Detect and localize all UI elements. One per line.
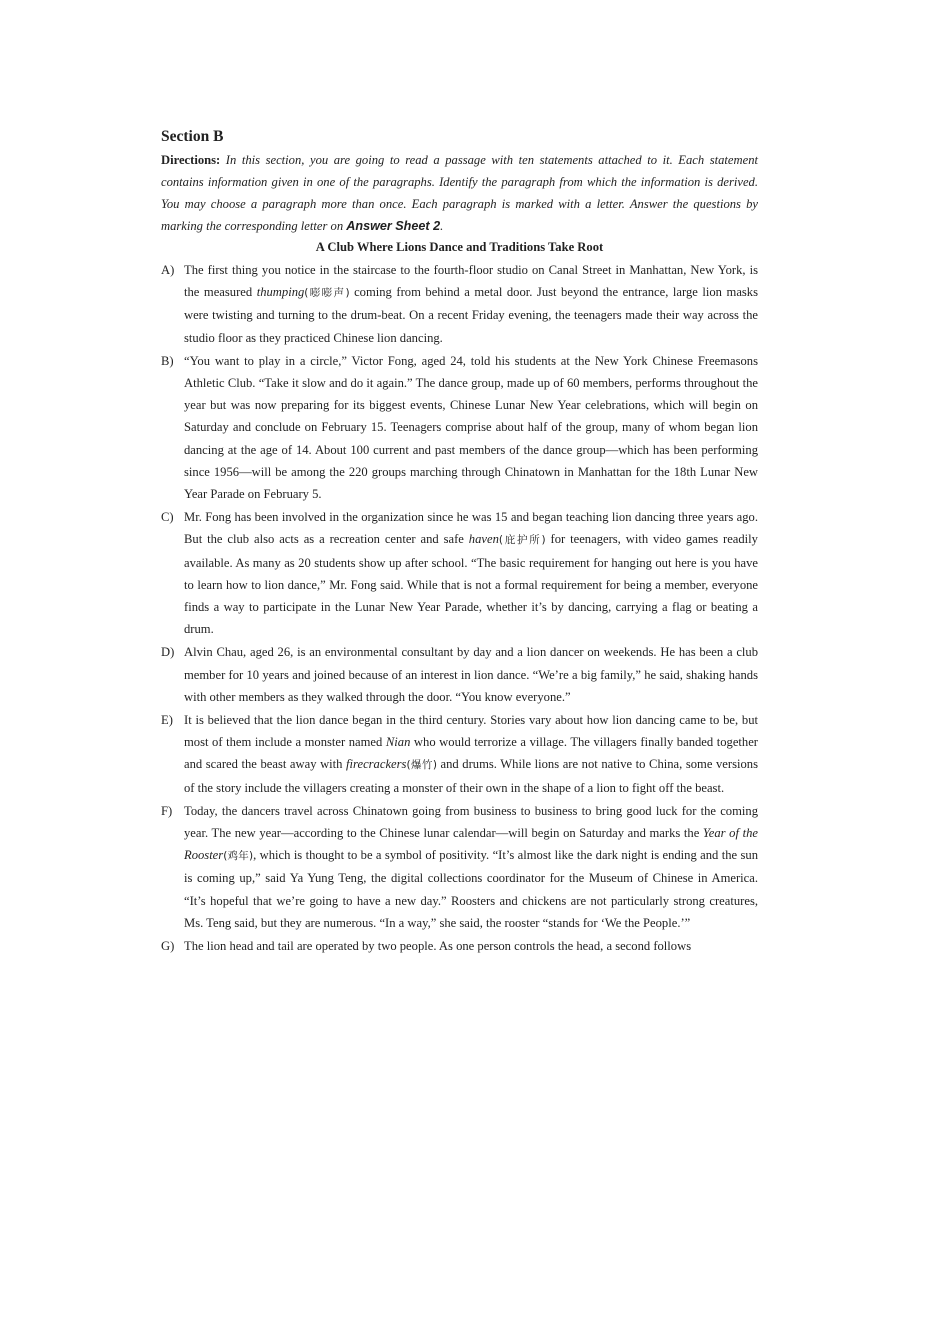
directions-label: Directions: [161, 153, 221, 167]
answer-sheet-label: Answer Sheet 2 [346, 219, 441, 233]
glossed-term: thumping [256, 285, 305, 300]
text-run: for teenagers, with video games readily available. As many as 20 students show up after school. “The basic requirement for hanging out here is you have to learn how to lion dance,” Mr. Fong said. While that is not a formal requirement for being a member, everyone finds a way to participate in the Lunar New Year Parade, whether it’s by dancing, carrying a flag or beating a drum. [184, 532, 758, 637]
paragraph-text [184, 935, 758, 957]
glossed-term: Year of the Rooster [184, 826, 758, 863]
paragraph-c [161, 506, 758, 640]
paragraph-letter: A) [161, 263, 175, 277]
paragraph-text [184, 506, 758, 640]
paragraph-letter: C) [161, 510, 174, 525]
paragraph-d [161, 641, 758, 708]
text-run: and drums. While lions are not native to China, some versions of the story include the villagers creating a monster of their own in the shape of a lion to fight off the beast. [184, 757, 758, 795]
chinese-gloss: (嘭嘭声) [304, 287, 350, 300]
passage-body [161, 259, 758, 957]
exam-page [161, 128, 758, 958]
paragraph-text [184, 350, 758, 505]
paragraph-b [161, 350, 758, 505]
paragraph-letter: B) [161, 353, 174, 368]
paragraph-g [161, 935, 758, 957]
text-run: “You want to play in a circle,” Victor Fong, aged 24, told his students at the New York Chinese Freemasons Athletic Club. “Take it slow and do it again.” The dance group, made up of 60 members, performs throughout the year but was now preparing for its biggest events, Chinese Lunar New Year celebrations, which will begin on Saturday and conclude on February 15. Teenagers comprise about half of the group, many of whom began lion dancing at the age of 14. About 100 current and past members of the dance group—which has been performing since 1956—will be among the 220 groups marching through Chinatown in Manhattan for the 18th Lunar New Year Parade on February 5. [184, 353, 758, 502]
directions [161, 149, 758, 237]
text-run: The lion head and tail are operated by two people. As one person controls the head, a second follows [184, 939, 692, 954]
paragraph-letter: E) [161, 713, 173, 728]
chinese-gloss: (爆竹) [406, 759, 437, 772]
chinese-gloss: (鸡年) [223, 850, 254, 863]
paragraph-text [184, 800, 758, 934]
glossed-term: firecrackers [346, 757, 407, 772]
paragraph-text [184, 709, 758, 799]
paragraph-letter: G) [161, 939, 175, 954]
glossed-term: haven [468, 532, 499, 547]
section-title: Section B [161, 128, 224, 145]
passage-title: A Club Where Lions Dance and Traditions Take Root [315, 240, 604, 254]
text-run: Mr. Fong has been involved in the organization since he was 15 and began teaching lion dancing three years ago. But the club also acts as a recreation center and safe [184, 510, 758, 547]
directions-text: In this section, you are going to read a passage with ten statements attached to it. Each statement contains information given in one of the paragraphs. Identify the paragraph from which the information is derived. You may choose a paragraph more than once. Each paragraph is marked with a letter. Answer the questions by marking the corresponding letter on [161, 153, 758, 233]
text-run: who would terrorize a village. The villagers finally banded together and scared the beast away with [184, 735, 758, 772]
text-run: coming from behind a metal door. Just beyond the entrance, large lion masks were twisting and turning to the drum-beat. On a recent Friday evening, the teenagers made their way across the studio floor as they practiced Chinese lion dancing. [184, 285, 759, 345]
paragraph-f [161, 800, 758, 934]
text-run: The first thing you notice in the staircase to the fourth-floor studio on Canal Street in Manhattan, New York, is the measured [184, 263, 758, 300]
chinese-gloss: (庇护所) [498, 534, 546, 547]
paragraph-e [161, 709, 758, 799]
text-run: It is believed that the lion dance began in the third century. Stories vary about how lion dancing came to be, but most of them include a monster named [184, 713, 758, 750]
paragraph-text [184, 641, 758, 708]
text-run: Alvin Chau, aged 26, is an environmental consultant by day and a lion dancer on weekends. He has been a club member for 10 years and joined because of an interest in lion dance. “We’re a big family,” he said, shaking hands with other members as they walked through the door. “You know everyone.” [184, 645, 758, 704]
glossed-term: Nian [385, 735, 411, 750]
text-run: , which is thought to be a symbol of positivity. “It’s almost like the dark night is ending and the sun is coming up,” said Ya Yung Teng, the digital collections coordinator for the Museum of Chinese in America. “It’s hopeful that we’re going to have a new day.” Roosters and chickens are not particularly strong creatures, Ms. Teng said, but they are numerous. “In a way,” she said, the rooster “stands for ‘We the People.’” [184, 848, 758, 930]
paragraph-letter: F) [161, 803, 173, 818]
paragraph-text [184, 259, 758, 349]
paragraph-a [161, 259, 758, 349]
text-run: Today, the dancers travel across Chinatown going from business to business to bring good luck for the coming year. The new year—according to the Chinese lunar calendar—will begin on Saturday and marks the [184, 803, 758, 841]
paragraph-letter: D) [161, 645, 175, 660]
directions-end: . [440, 219, 444, 233]
